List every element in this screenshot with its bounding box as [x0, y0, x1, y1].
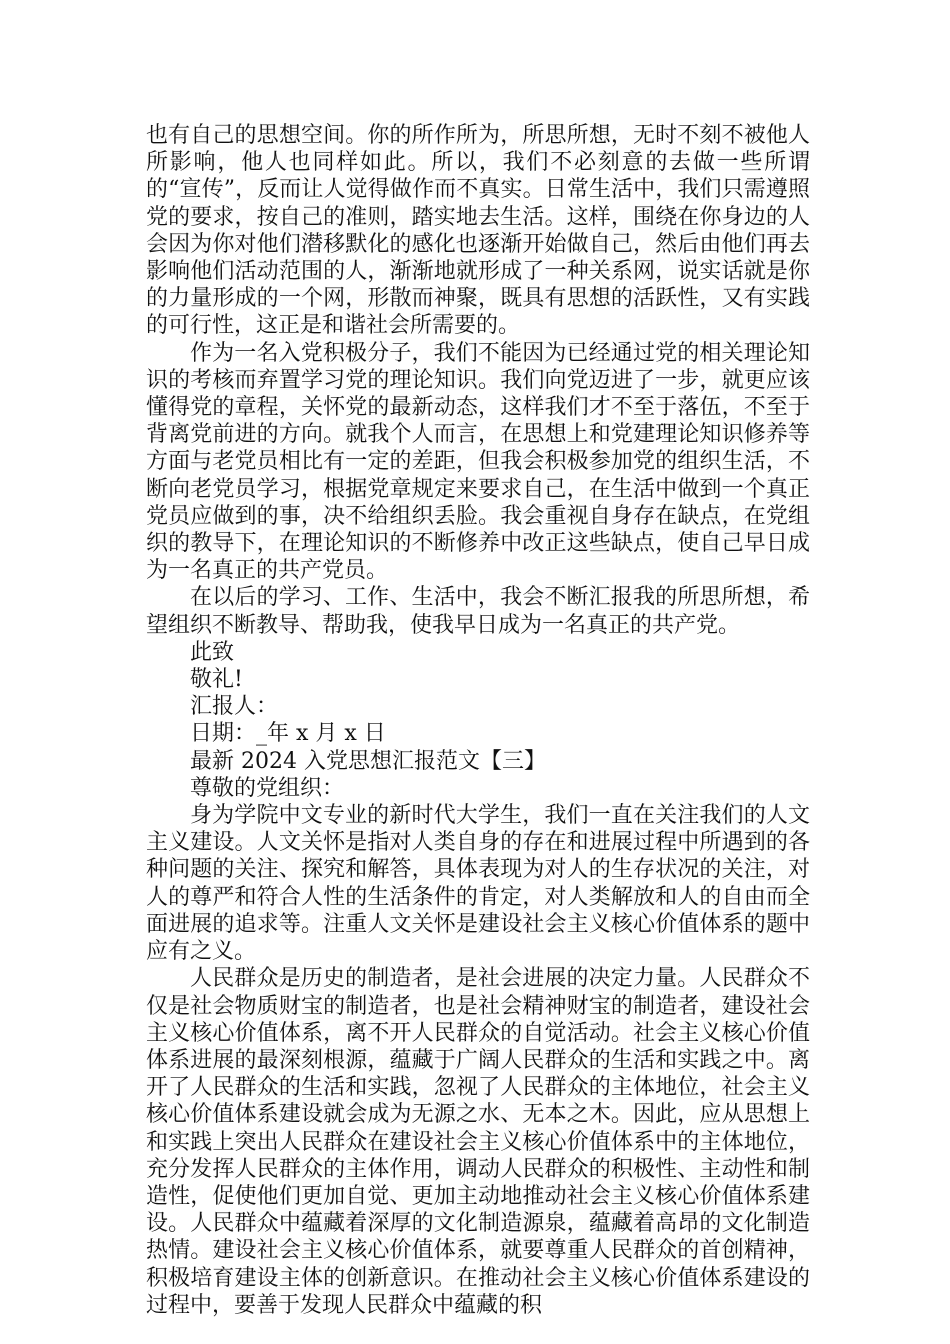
document-body — [146, 122, 810, 1319]
closing-salute: 此致 — [190, 639, 235, 665]
paragraph-continued: 也有自己的思想空间。你的所作所为，所思所想，无时不刻不被他人所影响，他人也同样如此。所以，我们不必刻意的去做一些所谓的“宣传”，反而让人觉得做作而不真实。日常生活中，我们只需遵照党的要求，按自己的准则，踏实地去生活。这样，围绕在你身边的人会因为你对他们潜移默化的感化也逐渐开始做自己，然后由他们再去影响他们活动范围的人，渐渐地就形成了一种关系网，说实话就是你的力量形成的一个网，形散而神聚，既具有思想的活跃性，又有实践的可行性，这正是和谐社会所需要的。 — [146, 123, 810, 339]
date-line: 日期：_年 x 月 x 日 — [190, 721, 386, 747]
closing-regards: 敬礼! — [190, 667, 243, 693]
paragraph-people-masses: 人民群众是历史的制造者，是社会进展的决定力量。人民群众不仅是社会物质财宝的制造者，也是社会精神财宝的制造者，建设社会主义核心价值体系，离不开人民群众的自觉活动。社会主义核心价值体系进展的最深刻根源，蕴藏于广阔人民群众的生活和实践之中。离开了人民群众的生活和实践，忽视了人民群众的主体地位，社会主义核心价值体系建设就会成为无源之水、无本之木。因此，应从思想上和实践上突出人民群众在建设社会主义核心价值体系中的主体地位，充分发挥人民群众的主体作用，调动人民群众的积极性、主动性和制造性，促使他们更加自觉、更加主动地推动社会主义核心价值体系建设。人民群众中蕴藏着深厚的文化制造源泉，蕴藏着高昂的文化制造热情。建设社会主义核心价值体系，就要尊重人民群众的首创精神，积极培育建设主体的创新意识。在推动社会主义核心价值体系建设的过程中，要善于发现人民群众中蕴藏的积 — [146, 966, 810, 1318]
paragraph-humanistic-care: 身为学院中文专业的新时代大学生，我们一直在关注我们的人文主义建设。人文关怀是指对人类自身的存在和进展过程中所遇到的各种问题的关注、探究和解答，具体表现为对人的生存状况的关注，对人的尊严和符合人性的生活条件的肯定，对人类解放和人的自由而全面进展的追求等。注重人文关怀是建设社会主义核心价值体系的题中应有之义。 — [146, 803, 810, 965]
section-title: 最新 2024 入党思想汇报范文【三】 — [190, 748, 546, 774]
reporter-label: 汇报人： — [190, 694, 279, 720]
paragraph-activist-study: 作为一名入党积极分子，我们不能因为已经通过党的相关理论知识的考核而弃置学习党的理论知识。我们向党迈进了一步，就更应该懂得党的章程，关怀党的最新动态，这样我们才不至于落伍，不至于背离党前进的方向。就我个人而言，在思想上和党建理论知识修养等方面与老党员相比有一定的差距，但我会积极参加党的组织生活，不断向老党员学习，根据党章规定来要求自己，在生活中做到一个真正党员应做到的事，决不给组织丢脸。我会重视自身存在缺点，在党组织的教导下，在理论知识的不断修养中改正这些缺点，使自己早日成为一名真正的共产党员。 — [146, 340, 810, 584]
greeting: 尊敬的党组织： — [190, 775, 345, 801]
paragraph-future-report: 在以后的学习、工作、生活中，我会不断汇报我的所思所想，希望组织不断教导、帮助我，使我早日成为一名真正的共产党。 — [146, 585, 810, 638]
